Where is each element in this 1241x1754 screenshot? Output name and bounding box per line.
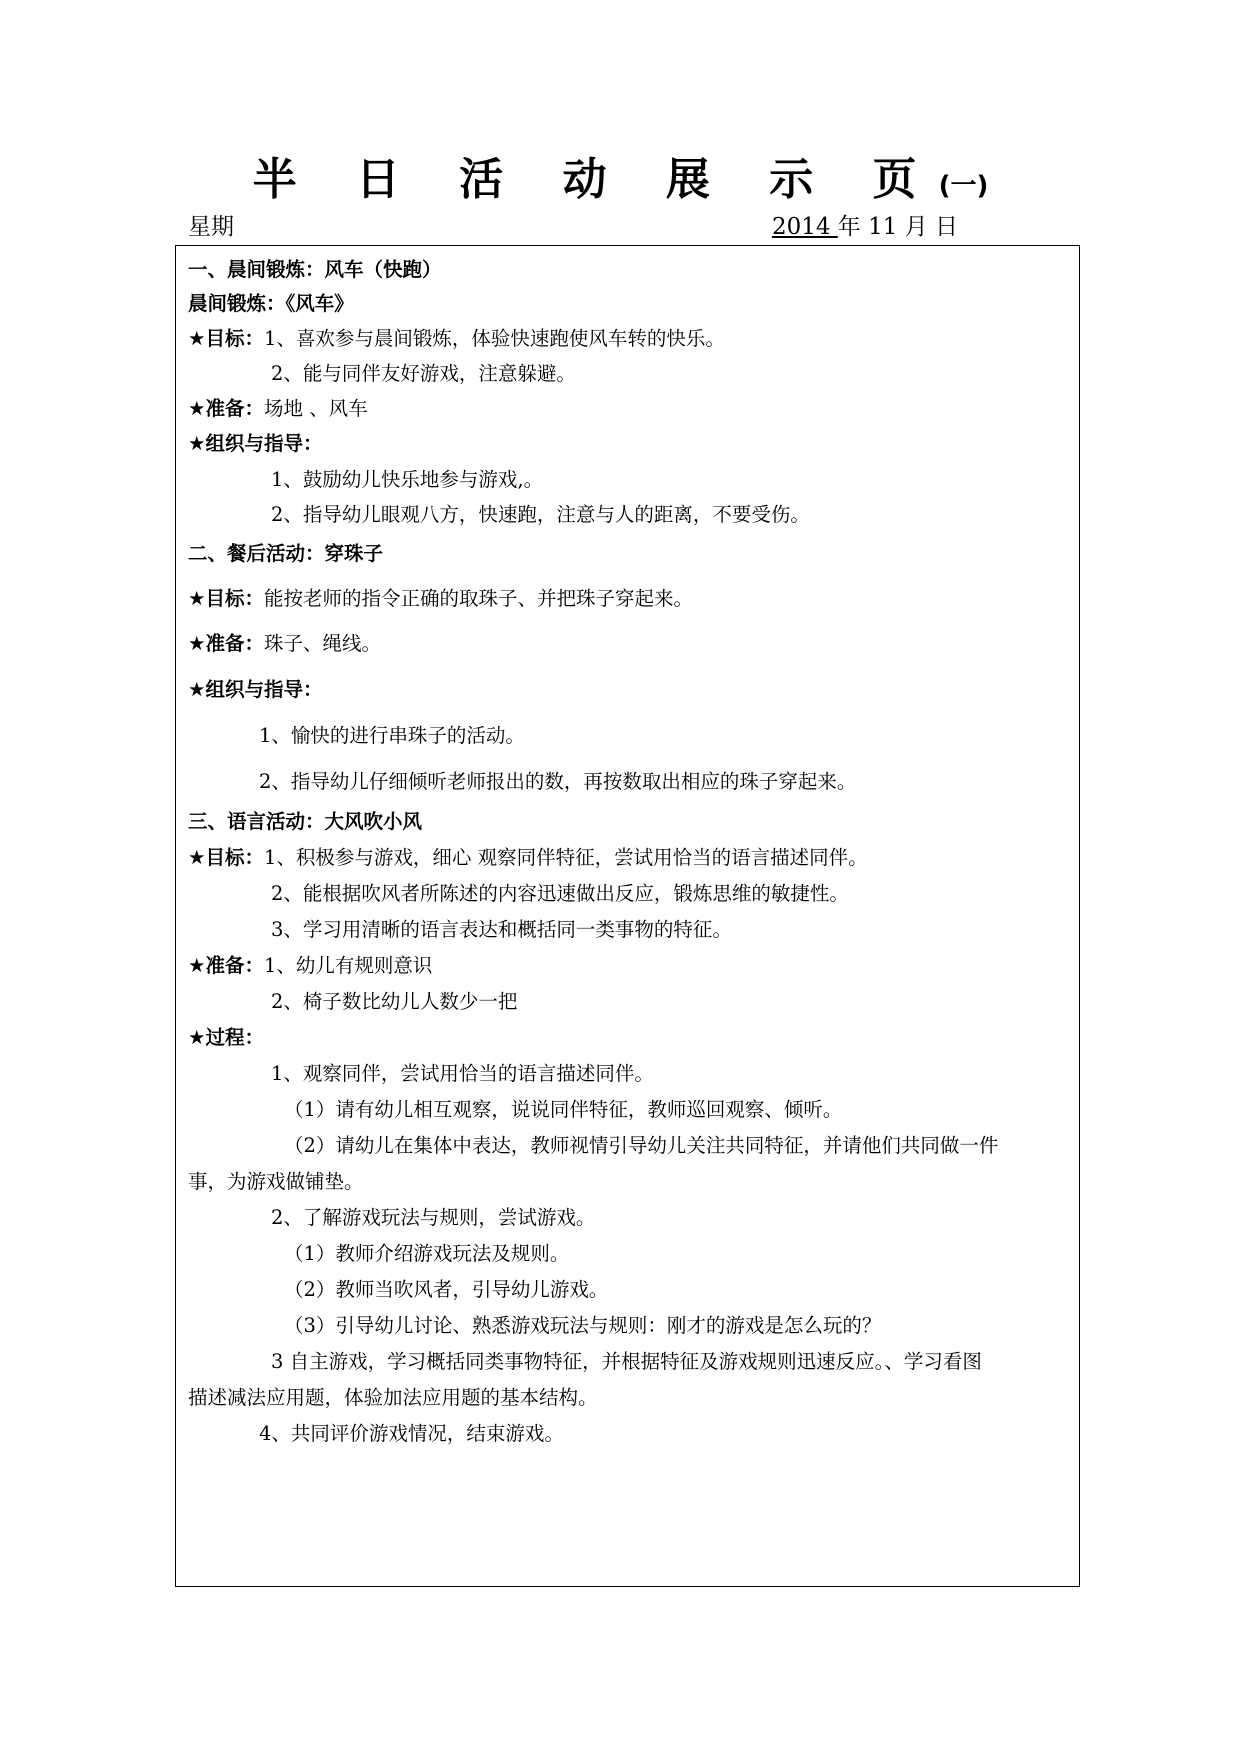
goal-item: 3、学习用清晰的语言表达和概括同一类事物的特征。: [271, 918, 732, 941]
section2-goal: [188, 585, 693, 613]
prep-item: 2、椅子数比幼儿人数少一把: [271, 990, 518, 1013]
date-month-day: 年 11 月 日: [837, 214, 958, 240]
prep-text: 珠子、绳线。: [263, 632, 381, 655]
org-label: ★组织与指导：: [188, 678, 323, 701]
section3-goal: [188, 844, 868, 872]
process-substep: （2）请幼儿在集体中表达，教师视情引导幼儿关注共同特征，并请他们共同做一件: [284, 1134, 999, 1157]
prep-label: ★准备：: [188, 632, 264, 655]
title-text: 半 日 活 动 展 示 页: [252, 154, 939, 205]
date-field: [772, 212, 958, 242]
section1-prep: [188, 395, 368, 423]
process-step: 2、了解游戏玩法与规则，尝试游戏。: [271, 1206, 596, 1229]
title-suffix: (一): [938, 171, 989, 201]
section2-prep: [188, 630, 381, 658]
section3-heading: 三、语言活动：大风吹小风: [188, 810, 423, 833]
goal-item: 2、能与同伴友好游戏，注意躲避。: [271, 362, 576, 385]
prep-label: ★准备：: [188, 397, 264, 420]
weekday-label: 星期: [188, 214, 234, 240]
org-item: 1、鼓励幼儿快乐地参与游戏,。: [271, 468, 544, 491]
org-item: 2、指导幼儿眼观八方，快速跑，注意与人的距离，不要受伤。: [271, 503, 810, 526]
goal-item: 2、能根据吹风者所陈述的内容迅速做出反应，锻炼思维的敏捷性。: [271, 882, 849, 905]
process-substep-cont: 事，为游戏做铺垫。: [188, 1170, 364, 1193]
process-substep: （2）教师当吹风者，引导幼儿游戏。: [284, 1278, 609, 1301]
goal-item: 1、积极参与游戏，细心 观察同伴特征，尝试用恰当的语言描述同伴。: [263, 846, 868, 869]
goal-label: ★目标：: [188, 587, 264, 610]
section1-goal: [188, 325, 725, 353]
goal-text: 能按老师的指令正确的取珠子、并把珠子穿起来。: [263, 587, 693, 610]
process-step: 1、观察同伴，尝试用恰当的语言描述同伴。: [271, 1062, 654, 1085]
prep-item: 1、幼儿有规则意识: [263, 954, 433, 977]
prep-text: 场地 、风车: [263, 397, 368, 420]
prep-label: ★准备：: [188, 954, 264, 977]
org-item: 2、指导幼儿仔细倾听老师报出的数，再按数取出相应的珠子穿起来。: [259, 770, 857, 793]
process-substep: （3）引导幼儿讨论、熟悉游戏玩法与规则：刚才的游戏是怎么玩的？: [284, 1314, 882, 1337]
process-label: ★过程：: [188, 1026, 264, 1049]
org-label: ★组织与指导：: [188, 432, 323, 455]
section1-heading: 一、晨间锻炼：风车（快跑）: [188, 258, 442, 281]
process-step: 4、共同评价游戏情况，结束游戏。: [259, 1422, 564, 1445]
section2-heading: 二、餐后活动：穿珠子: [188, 542, 384, 565]
goal-label: ★目标：: [188, 846, 264, 869]
goal-label: ★目标：: [188, 327, 264, 350]
process-substep: （1）教师介绍游戏玩法及规则。: [284, 1242, 570, 1265]
date-year: 2014: [771, 214, 838, 240]
section3-prep: [188, 952, 432, 980]
org-item: 1、愉快的进行串珠子的活动。: [259, 724, 525, 747]
process-step-cont: 描述减法应用题，体验加法应用题的基本结构。: [188, 1386, 598, 1409]
page-title: [0, 150, 1241, 216]
goal-item: 1、喜欢参与晨间锻炼，体验快速跑使风车转的快乐。: [263, 327, 725, 350]
process-substep: （1）请有幼儿相互观察，说说同伴特征，教师巡回观察、倾听。: [284, 1098, 843, 1121]
content-box: [175, 245, 1080, 1587]
process-step: 3 自主游戏，学习概括同类事物特征，并根据特征及游戏规则迅速反应。、学习看图: [271, 1350, 982, 1373]
section1-subheading: 晨间锻炼：《风车》: [188, 292, 354, 315]
